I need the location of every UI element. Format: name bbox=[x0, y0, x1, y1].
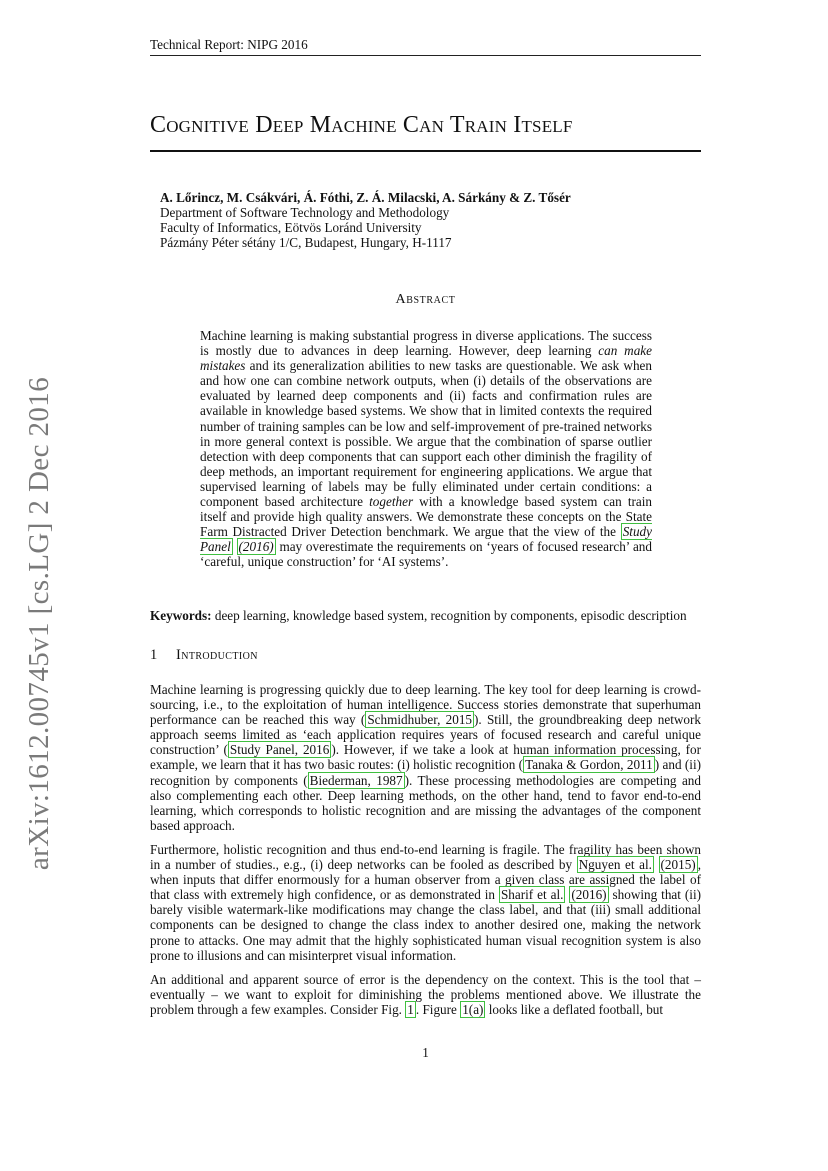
arxiv-identifier: arXiv:1612.00745v1 [cs.LG] 2 Dec 2016 bbox=[23, 376, 56, 870]
section-heading-introduction bbox=[150, 647, 701, 664]
abstract-text-part: may overestimate the requirements on ‘years of focused research’ and ‘careful, unique construction’ for ‘AI systems’. bbox=[200, 539, 652, 570]
abstract-emphasis: together bbox=[369, 494, 414, 510]
section-title: Introduction bbox=[176, 647, 258, 663]
abstract-emphasis: can make mistakes bbox=[200, 343, 652, 374]
affiliation-department: Department of Software Technology and Methodology bbox=[160, 205, 450, 220]
paragraph-text: . Figure bbox=[415, 1002, 461, 1018]
author-block bbox=[160, 190, 720, 250]
section-number: 1 bbox=[150, 647, 158, 663]
keywords-label: Keywords: bbox=[150, 608, 212, 623]
citation-link[interactable]: Schmidhuber, 2015 bbox=[367, 712, 473, 728]
paper-title: Cognitive Deep Machine Can Train Itself bbox=[150, 112, 573, 138]
paragraph-text: ). Still, the groundbreaking deep network approach seems limited as ‘each application requires years of focused research and careful unique construction’ ( bbox=[150, 712, 701, 758]
abstract-text-part: with a knowledge based system can train itself and provide high quality answers. We demonstrate these concepts on the State Farm Distracted Driver Detection benchmark. We argue that the view of the bbox=[200, 494, 652, 540]
citation-link[interactable]: (2016) bbox=[238, 539, 274, 555]
abstract-text-part: Machine learning is making substantial progress in diverse applications. The success is mostly due to advances in deep learning. However, deep learning bbox=[200, 328, 652, 359]
title-rule bbox=[150, 150, 701, 152]
figure-reference-link[interactable]: 1(a) bbox=[462, 1002, 484, 1018]
paragraph-text: Machine learning is progressing quickly due to deep learning. The key tool for deep learning is crowd-sourcing, i.e., to the exploitation of human intelligence. Success stories demonstrate that superhuman performance can be reached this way ( bbox=[150, 682, 701, 728]
paragraph-text: An additional and apparent source of error is the dependency on the context. This is the tool that – eventually – we want to exploit for diminishing the problems mentioned above. We illustrate the problem through a few examples. Consider Fig. bbox=[150, 972, 701, 1018]
paragraph-text bbox=[654, 857, 659, 872]
paragraph-text: looks like a deflated football, but bbox=[485, 1002, 664, 1018]
page-number: 1 bbox=[422, 1045, 429, 1060]
paragraph-text: ). These processing methodologies are competing and also complementing each other. Deep learning methods, on the other hand, tend to favor end-to-end learning, which corresponds to holistic recognition and are missing the advantages of the component based approach. bbox=[150, 772, 701, 833]
abstract-text-part: and its generalization abilities to new tasks are questionable. We ask when and how one can combine network outputs, when (i) details of the observations are evaluated by learned deep components and (ii) facts and confirmation rules are available in knowledge based systems. We show that in limited contexts the required number of training samples can be low and self-improvement of pre-trained networks in more general context is possible. We argue that the combination of sparse outlier detection with deep components that can support each other diminish the fragility of deep methods, an important requirement for engineering applications. We argue that supervised learning of labels may be fully eliminated under certain conditions: a component based architecture bbox=[200, 358, 652, 510]
paragraph bbox=[150, 972, 701, 1017]
citation-link[interactable]: Sharif et al. bbox=[500, 887, 564, 903]
citation-link[interactable]: Tanaka & Gordon, 2011 bbox=[525, 757, 653, 773]
paragraph-text: ). However, if we take a look at human information processing, for example, we learn that it has two basic routes: (i) holistic recognition ( bbox=[150, 742, 701, 773]
keywords-text: deep learning, knowledge based system, recognition by components, episodic description bbox=[211, 608, 687, 623]
header-rule bbox=[150, 55, 701, 56]
arxiv-side-stamp bbox=[20, 368, 60, 878]
citation-link[interactable]: Study Panel bbox=[200, 524, 652, 555]
abstract-heading: Abstract bbox=[395, 292, 456, 307]
citation-link[interactable]: Biederman, 1987 bbox=[309, 772, 403, 788]
affiliation-address: Pázmány Péter sétány 1/C, Budapest, Hungary, H-1117 bbox=[160, 235, 452, 250]
paragraph bbox=[150, 682, 701, 833]
author-names: A. Lőrincz, M. Csákvári, Á. Fóthi, Z. Á. Milacski, A. Sárkány & Z. Tősér bbox=[160, 190, 571, 205]
paragraph-text: Furthermore, holistic recognition and thus end-to-end learning is fragile. The fragility has been shown in a number of studies., e.g., (i) deep networks can be fooled as described by bbox=[150, 842, 701, 873]
keywords-line bbox=[150, 608, 710, 624]
citation-link[interactable]: Study Panel, 2016 bbox=[229, 742, 330, 758]
citation-link[interactable]: (2016) bbox=[571, 887, 607, 903]
paragraph-text: showing that (ii) barely visible watermark-like modifications may change the class label, and that (iii) small additional components can be designed to change the class index to another desired one, making the network prone to attacks. One may admit that the highly sophisticated human visual recognition system is also prone to illusions and can misinterpret visual information. bbox=[150, 887, 701, 963]
abstract-text bbox=[200, 328, 652, 570]
running-header: Technical Report: NIPG 2016 bbox=[150, 37, 308, 52]
paragraph-text: ) and (ii) recognition by components ( bbox=[150, 757, 701, 788]
affiliation-faculty: Faculty of Informatics, Eötvös Loránd University bbox=[160, 220, 422, 235]
paragraph-text: , when inputs that differ enormously for a human observer from a given class are assigned the label of that class with extremely high confidence, or as demonstrated in bbox=[150, 857, 701, 903]
citation-link[interactable]: Nguyen et al. bbox=[578, 857, 652, 873]
paragraph bbox=[150, 842, 701, 963]
citation-link[interactable]: (2015) bbox=[660, 857, 696, 873]
figure-reference-link[interactable]: 1 bbox=[407, 1002, 414, 1018]
